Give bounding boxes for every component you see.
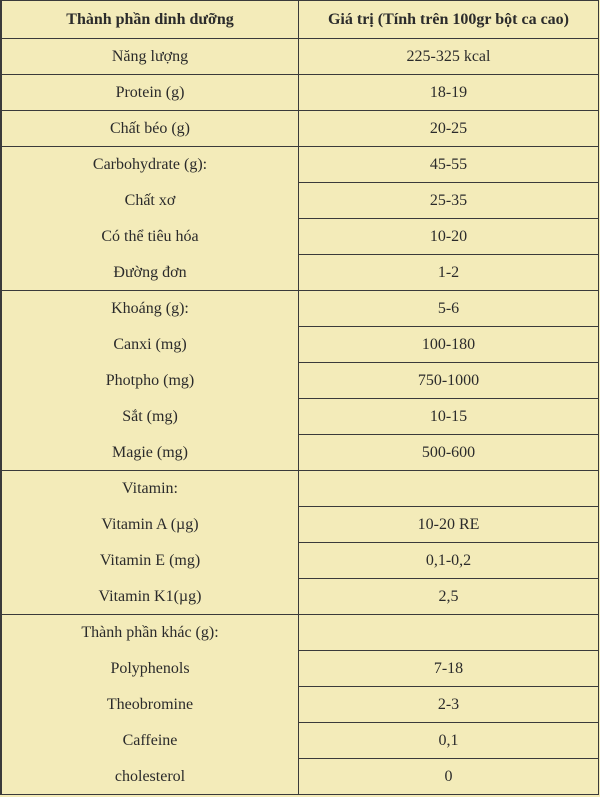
nutrient-value: 20-25	[299, 111, 599, 147]
nutrient-name: Chất xơ	[2, 183, 299, 219]
nutrient-value: 45-55	[299, 147, 599, 183]
table-row	[2, 507, 599, 543]
nutrient-value: 10-15	[299, 399, 599, 435]
table-row	[2, 39, 599, 75]
nutrient-name: Sắt (mg)	[2, 399, 299, 435]
nutrient-value: 750-1000	[299, 363, 599, 399]
table-row	[2, 615, 599, 651]
nutrient-value: 0,1	[299, 723, 599, 759]
nutrient-name: Polyphenols	[2, 651, 299, 687]
table-row	[2, 543, 599, 579]
nutrient-name: cholesterol	[2, 759, 299, 795]
nutrient-name: Carbohydrate (g):	[2, 147, 299, 183]
nutrient-value: 10-20	[299, 219, 599, 255]
nutrient-name: Đường đơn	[2, 255, 299, 291]
nutrient-name: Vitamin K1(µg)	[2, 579, 299, 615]
header-value: Giá trị (Tính trên 100gr bột ca cao)	[299, 1, 599, 39]
table-row	[2, 579, 599, 615]
table-row	[2, 435, 599, 471]
table-row	[2, 687, 599, 723]
table-row	[2, 111, 599, 147]
table-row	[2, 183, 599, 219]
table-row	[2, 651, 599, 687]
nutrient-name: Theobromine	[2, 687, 299, 723]
nutrient-name: Khoáng (g):	[2, 291, 299, 327]
nutrient-name: Vitamin A (µg)	[2, 507, 299, 543]
nutrient-name: Có thể tiêu hóa	[2, 219, 299, 255]
nutrient-name: Vitamin:	[2, 471, 299, 507]
nutrient-value: 0	[299, 759, 599, 795]
table-row	[2, 291, 599, 327]
table-row	[2, 327, 599, 363]
nutrient-value: 0,1-0,2	[299, 543, 599, 579]
nutrient-name: Chất béo (g)	[2, 111, 299, 147]
nutrient-value: 225-325 kcal	[299, 39, 599, 75]
nutrient-value: 25-35	[299, 183, 599, 219]
table-row	[2, 219, 599, 255]
nutrient-name: Vitamin E (mg)	[2, 543, 299, 579]
nutrient-value: 7-18	[299, 651, 599, 687]
nutrient-name: Caffeine	[2, 723, 299, 759]
table-row	[2, 363, 599, 399]
nutrient-value	[299, 615, 599, 651]
nutrient-value: 1-2	[299, 255, 599, 291]
nutrient-value: 500-600	[299, 435, 599, 471]
table-row	[2, 759, 599, 795]
table-row	[2, 399, 599, 435]
table-row	[2, 147, 599, 183]
table-row	[2, 75, 599, 111]
nutrient-name: Photpho (mg)	[2, 363, 299, 399]
nutrient-value: 10-20 RE	[299, 507, 599, 543]
nutrient-value	[299, 471, 599, 507]
nutrient-name: Năng lượng	[2, 39, 299, 75]
nutrient-value: 100-180	[299, 327, 599, 363]
table-row	[2, 471, 599, 507]
header-nutrient: Thành phần dinh dưỡng	[2, 1, 299, 39]
nutrient-value: 5-6	[299, 291, 599, 327]
nutrient-name: Magie (mg)	[2, 435, 299, 471]
table-header-row	[2, 1, 599, 39]
nutrient-value: 2,5	[299, 579, 599, 615]
table-row	[2, 723, 599, 759]
nutrient-name: Thành phần khác (g):	[2, 615, 299, 651]
nutrient-value: 2-3	[299, 687, 599, 723]
table-row	[2, 255, 599, 291]
nutrient-value: 18-19	[299, 75, 599, 111]
nutrient-name: Canxi (mg)	[2, 327, 299, 363]
nutrient-name: Protein (g)	[2, 75, 299, 111]
